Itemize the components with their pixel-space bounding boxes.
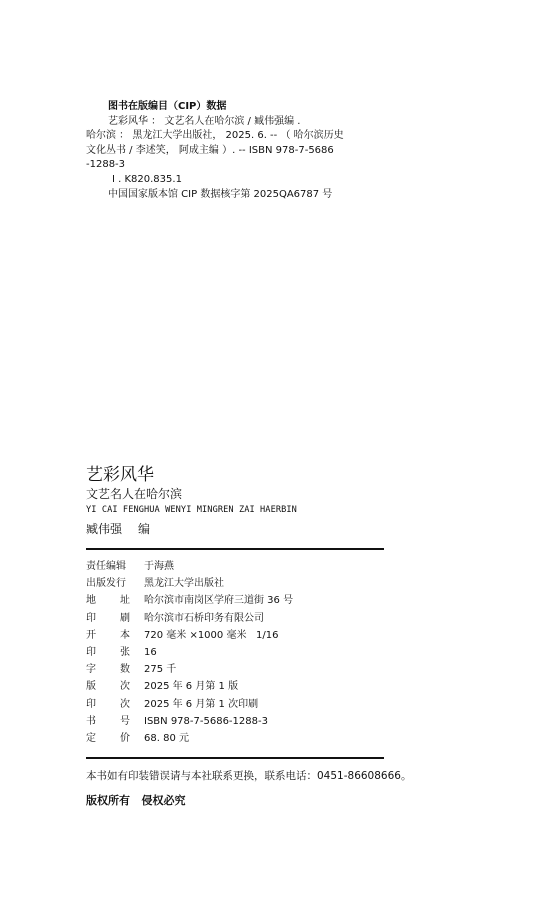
cip-line-series: 文化丛书 / 李述笑， 阿成主编 ）. -- ISBN 978-7-5686 <box>86 144 334 156</box>
spec-label-char: 书 <box>86 715 96 727</box>
book-author <box>86 519 297 539</box>
divider-bottom <box>86 757 384 759</box>
book-subtitle: 文艺名人在哈尔滨 <box>86 487 183 501</box>
spec-label <box>86 558 144 575</box>
spec-row-sheets <box>86 644 386 661</box>
spec-label-char: 号 <box>120 715 130 727</box>
spec-value: 720 毫米 ×1000 毫米 1/16 <box>144 629 279 641</box>
spec-row-printing <box>86 696 386 713</box>
spec-value: 2025 年 6 月第 1 版 <box>144 681 239 693</box>
spec-label-char: 印 <box>86 698 96 710</box>
spec-label <box>86 610 144 627</box>
spec-row-publisher <box>86 575 386 592</box>
spec-row-price <box>86 730 386 747</box>
spec-label-char: 本 <box>120 629 130 641</box>
replacement-notice: 本书如有印装错误请与本社联系更换，联系电话：0451-86608666。 <box>86 770 412 782</box>
cip-line-record-number: 中国国家版本馆 CIP 数据核字第 2025QA6787 号 <box>108 188 333 200</box>
cip-line-title-author: 艺彩风华 ： 文艺名人在哈尔滨 / 臧伟强编 . <box>108 115 301 127</box>
divider-top <box>86 548 384 550</box>
spec-label-text: 责任编辑 <box>86 561 126 572</box>
spec-label <box>86 627 144 644</box>
spec-label-char: 张 <box>120 646 130 658</box>
spec-label <box>86 730 144 747</box>
spec-label <box>86 661 144 678</box>
spec-row-address <box>86 592 386 609</box>
spec-label <box>86 575 144 592</box>
spec-value: 68. 80 元 <box>144 732 189 744</box>
spec-row-edition <box>86 678 386 695</box>
spec-row-format <box>86 627 386 644</box>
book-heading <box>86 465 297 539</box>
spec-row-isbn <box>86 713 386 730</box>
spec-label-char: 开 <box>86 629 96 641</box>
spec-value: 16 <box>144 646 157 658</box>
spec-label-char: 印 <box>86 612 96 624</box>
publication-specs <box>86 558 386 747</box>
cip-line-publisher: 哈尔滨 ： 黑龙江大学出版社， 2025. 6. -- （ 哈尔滨历史 <box>86 130 344 142</box>
spec-label-char: 数 <box>120 664 130 676</box>
spec-label-char: 字 <box>86 664 96 676</box>
spec-label <box>86 644 144 661</box>
spec-label-char: 价 <box>120 732 130 744</box>
cip-line-classification: Ⅰ . K820.835.1 <box>112 173 182 185</box>
spec-label-char: 刷 <box>120 612 130 624</box>
book-pinyin-title: YI CAI FENGHUA WENYI MINGREN ZAI HAERBIN <box>86 505 297 515</box>
copyright-notice: 版权所有 侵权必究 <box>86 794 186 807</box>
spec-value: 275 千 <box>144 664 177 676</box>
spec-value: 黑龙江大学出版社 <box>144 578 224 590</box>
spec-row-word-count <box>86 661 386 678</box>
spec-label-char: 版 <box>86 681 96 693</box>
spec-label-char: 地 <box>86 595 96 607</box>
spec-label-char: 定 <box>86 732 96 744</box>
spec-label <box>86 592 144 609</box>
cip-data-block <box>86 100 386 202</box>
spec-value: 哈尔滨市石桥印务有限公司 <box>144 612 264 624</box>
spec-value: ISBN 978-7-5686-1288-3 <box>144 715 268 727</box>
spec-label <box>86 678 144 695</box>
author-role: 编 <box>138 522 151 536</box>
spec-value: 于海燕 <box>144 561 174 572</box>
spec-label-char: 址 <box>120 595 130 607</box>
spec-value: 2025 年 6 月第 1 次印刷 <box>144 698 259 710</box>
book-title: 艺彩风华 <box>86 465 154 485</box>
spec-label <box>86 713 144 730</box>
spec-label-char: 次 <box>120 698 130 710</box>
cip-line-isbn-tail: -1288-3 <box>86 159 126 171</box>
spec-label-text: 出版发行 <box>86 578 126 590</box>
spec-row-editor <box>86 558 386 575</box>
spec-value: 哈尔滨市南岗区学府三道街 36 号 <box>144 595 294 607</box>
cip-title: 图书在版编目（CIP）数据 <box>108 101 227 112</box>
author-name: 臧伟强 <box>86 522 123 536</box>
spec-label-char: 次 <box>120 681 130 693</box>
spec-label-char: 印 <box>86 646 96 658</box>
spec-label <box>86 696 144 713</box>
spec-row-printer <box>86 610 386 627</box>
